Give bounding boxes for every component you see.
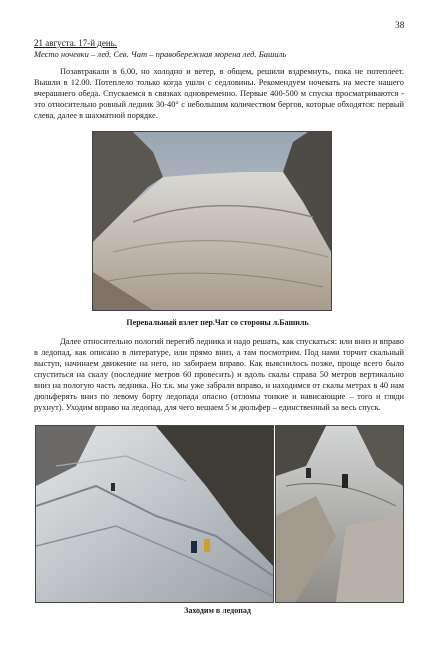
glacier-pass-photo [92,131,332,311]
icefall-photo-left [35,425,274,603]
paragraph-1: Позавтракали в 6.00, но холодно и ветер, в общем, решили вздремнуть, пока не потеплеет. Вышли в 12.00. Потеплело только когда ушли с седловины. Рекомендуем ночевать на месте нашего вчерашнего обеда. Спускаемся в связках одновременно. Первые 400-500 м спуска просматриваются - это относительно ровный ледник 30-40° с небольшим количеством бергов, которые обходятся: первый слева, далее в шахматной порядке. [34,67,404,120]
caption-top: Перевальный взлет пер.Чат со стороны л.Башиль [126,318,309,327]
icefall-photo-right [275,425,404,603]
route-line: Место ночевки – лед. Сев. Чат – правобережная морена лед. Башиль [34,49,287,59]
page-number: 38 [395,21,405,31]
caption-bottom: Заходим в ледопад [184,606,251,615]
date-heading: 21 августа. 17-й день. [34,38,118,48]
paragraph-2: Далее относительно пологий перегиб ледника и надо решать, как спускаться: или вниз и вправо в ледопад, как описано в литературе, или прямо вниз, а там посмотрим. Под нами торчит скальный выступ, начинаем движение на него, но забираем вправо. Как выяснилось позже, проще всего было спуститься на скалу (последние метров 60 провесить) и вдоль скалы справа 50 метров вертикально вниз на пологую часть ледника. Но т.к. мы уже забрали вправо, и находимся от скалы метрах в 40 нам дюльферять вниз по левому борту ледопада опасно (отломы тонкие и нависающие – того и гляди рухнут). Уходим вправо на ледопад, для чего вешаем 5 м дюльфер – единственный за весь спуск. [34,337,404,412]
